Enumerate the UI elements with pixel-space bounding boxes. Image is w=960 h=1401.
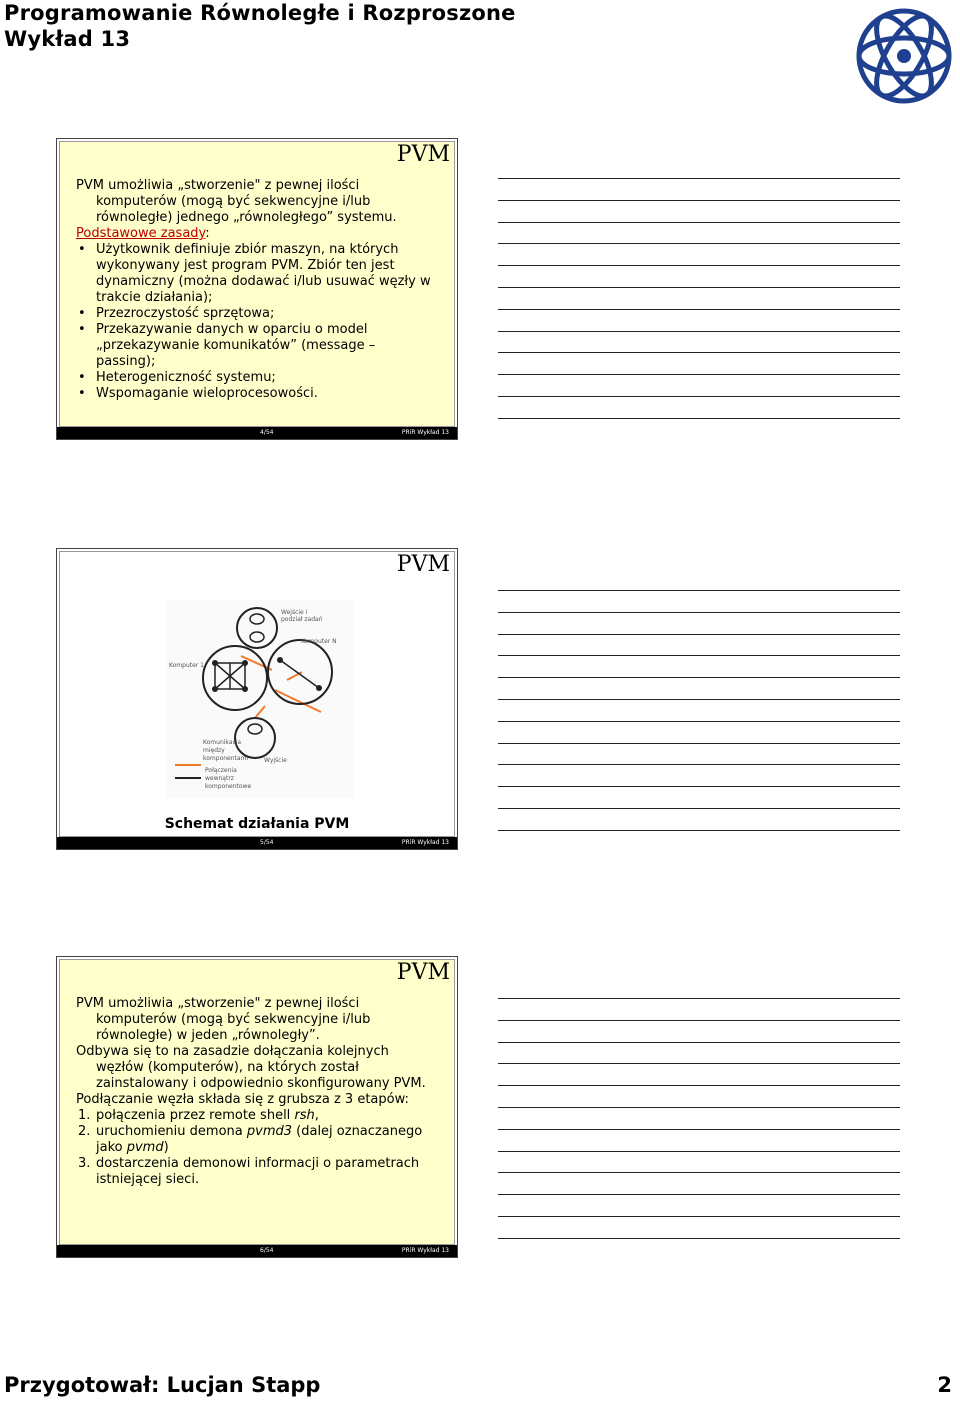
- note-line: [498, 287, 900, 288]
- line-text: (dalej oznaczanego: [292, 1124, 423, 1139]
- line-text: dostarczenia demonowi informacji o parametrach: [96, 1156, 420, 1171]
- line-text: PVM umożliwia „stworzenie" z pewnej ilości: [76, 178, 360, 193]
- slide-4: [56, 138, 458, 440]
- emphasized-term: rsh: [294, 1108, 315, 1123]
- slide-title: PVM: [396, 142, 450, 167]
- note-line: [498, 178, 900, 179]
- line-text: równoległe) jednego „równoległego” systemu.: [96, 210, 397, 225]
- slide-footer-bar: [57, 837, 457, 849]
- author-footer: Przygotował: Lucjan Stapp: [4, 1373, 321, 1397]
- note-line: [498, 418, 900, 419]
- slide-text-line: [76, 996, 446, 1012]
- line-text: passing);: [96, 354, 156, 369]
- line-text: komputerów (mogą być sekwencyjne i/lub: [96, 194, 371, 209]
- line-text: ): [163, 1140, 169, 1155]
- lecture-title: Wykład 13: [4, 27, 131, 51]
- note-line: [498, 243, 900, 244]
- output-label: Wyjście: [264, 757, 287, 764]
- slide-text-line: [76, 1028, 446, 1044]
- slide-text-line: [76, 242, 446, 258]
- note-line: [498, 352, 900, 353]
- line-text: „przekazywanie komunikatów” (message –: [96, 338, 376, 353]
- note-line: [498, 634, 900, 635]
- line-text: Wspomaganie wieloprocesowości.: [96, 386, 318, 401]
- note-line: [498, 200, 900, 201]
- computer-n-label: Komputer N: [301, 638, 337, 645]
- note-line: [498, 1085, 900, 1086]
- slide-title: PVM: [396, 552, 450, 577]
- legend-conn-label: wewnątrz: [205, 775, 234, 782]
- note-line: [498, 1042, 900, 1043]
- slide-text-line: [76, 1044, 446, 1060]
- slide-text-line: [76, 1076, 446, 1092]
- note-line: [498, 1194, 900, 1195]
- line-text: równoległe) w jeden „równoległy”.: [96, 1028, 320, 1043]
- line-text: uruchomieniu demona: [96, 1124, 247, 1139]
- emphasized-term: pvmd3: [246, 1124, 293, 1139]
- line-text: dynamiczny (można dodawać i/lub usuwać węzły w: [96, 274, 431, 289]
- line-text: węzłów (komputerów), na których został: [96, 1060, 359, 1075]
- slide-body: [76, 996, 446, 1188]
- legend-comm-label: między: [203, 747, 225, 754]
- slide-text-line: [76, 1108, 446, 1124]
- line-text: wykonywany jest program PVM. Zbiór ten jest: [96, 258, 395, 273]
- note-line: [498, 1172, 900, 1173]
- line-suffix: :: [205, 226, 210, 241]
- note-line: [498, 1238, 900, 1239]
- note-line: [498, 1216, 900, 1217]
- slide-page-number: 5/54: [260, 839, 274, 846]
- slide-body: [76, 178, 446, 402]
- slide-text-line: [76, 1092, 446, 1108]
- note-line: [498, 331, 900, 332]
- note-line: [498, 309, 900, 310]
- line-text: Podłączanie węzła składa się z grubsza z 3 etapów:: [76, 1092, 409, 1107]
- note-line: [498, 830, 900, 831]
- note-line: [498, 1151, 900, 1152]
- slide-text-line: [76, 194, 446, 210]
- line-text: Przekazywanie danych w oparciu o model: [96, 322, 368, 337]
- note-line: [498, 1129, 900, 1130]
- slide-text-line: [76, 258, 446, 274]
- slide-text-line: [76, 1124, 446, 1140]
- input-label: Wejście i: [281, 609, 308, 616]
- slide-text-line: [76, 1140, 446, 1156]
- legend-conn-label: Połączenia: [205, 767, 237, 774]
- legend-comm-label: Komunikacja: [203, 739, 242, 746]
- emphasized-term: pvmd: [126, 1140, 164, 1155]
- document-header: [4, 0, 516, 52]
- line-text: Przezroczystość sprzętowa;: [96, 306, 275, 321]
- line-text: trakcie działania);: [96, 290, 213, 305]
- slide-text-line: [76, 1172, 446, 1188]
- slide-footer-bar: [57, 1245, 457, 1257]
- line-text: jako: [96, 1140, 127, 1155]
- note-line: [498, 612, 900, 613]
- course-title: Programowanie Równoległe i Rozproszone: [4, 1, 516, 25]
- slide-6: [56, 956, 458, 1258]
- slide-page-number: 6/54: [260, 1247, 274, 1254]
- slide-text-line: [76, 226, 446, 242]
- note-line: [498, 998, 900, 999]
- page-number: 2: [937, 1373, 952, 1397]
- slide-text-line: [76, 322, 446, 338]
- line-text: połączenia przez remote shell: [96, 1108, 295, 1123]
- slide-text-line: [76, 274, 446, 290]
- list-number: 2.: [78, 1124, 91, 1139]
- slide-course-label: PRiR Wykład 13: [401, 839, 449, 846]
- section-heading: Podstawowe zasady: [76, 226, 206, 241]
- line-text: istniejącej sieci.: [96, 1172, 200, 1187]
- line-text: Użytkownik definiuje zbiór maszyn, na których: [96, 242, 399, 257]
- note-line: [498, 374, 900, 375]
- slide-footer-bar: [57, 427, 457, 439]
- note-line: [498, 1063, 900, 1064]
- note-line: [498, 590, 900, 591]
- legend-comm-label: komponentami: [203, 755, 249, 762]
- input-label: podział zadań: [281, 616, 323, 623]
- slide-text-line: [76, 338, 446, 354]
- note-line: [498, 677, 900, 678]
- line-text: komputerów (mogą być sekwencyjne i/lub: [96, 1012, 371, 1027]
- line-text: Odbywa się to na zasadzie dołączania kolejnych: [76, 1044, 389, 1059]
- university-logo-icon: [852, 4, 956, 108]
- note-line: [498, 764, 900, 765]
- note-line: [498, 655, 900, 656]
- computer-1-node: [203, 646, 267, 710]
- slide-text-line: [76, 306, 446, 322]
- slide-title: PVM: [396, 960, 450, 985]
- note-line: [498, 1020, 900, 1021]
- line-text: zainstalowany i odpowiednio skonfigurowany PVM.: [96, 1076, 426, 1091]
- comm-line: [287, 672, 302, 680]
- note-line: [498, 808, 900, 809]
- slide-text-line: [76, 1012, 446, 1028]
- note-line: [498, 699, 900, 700]
- slide-text-line: [76, 210, 446, 226]
- slide-text-line: [76, 370, 446, 386]
- diagram-caption: Schemat działania PVM: [164, 816, 350, 832]
- note-line: [498, 721, 900, 722]
- note-line: [498, 265, 900, 266]
- slide-course-label: PRiR Wykład 13: [401, 1247, 449, 1254]
- slide-text-line: [76, 178, 446, 194]
- slide-text-line: [76, 1060, 446, 1076]
- slide-page-number: 4/54: [260, 429, 274, 436]
- slide-text-line: [76, 354, 446, 370]
- note-line: [498, 1107, 900, 1108]
- comm-line: [255, 706, 265, 718]
- pvm-schema-diagram: [167, 600, 353, 798]
- list-number: 3.: [78, 1156, 91, 1171]
- note-line: [498, 743, 900, 744]
- legend-conn-label: komponentowe: [205, 783, 252, 790]
- line-text: PVM umożliwia „stworzenie" z pewnej ilości: [76, 996, 360, 1011]
- slide-text-line: [76, 386, 446, 402]
- note-line: [498, 786, 900, 787]
- line-text: ,: [314, 1108, 319, 1123]
- slide-text-line: [76, 290, 446, 306]
- computer-1-label: Komputer 1: [169, 662, 204, 669]
- note-line: [498, 222, 900, 223]
- note-line: [498, 396, 900, 397]
- list-number: 1.: [78, 1108, 91, 1123]
- line-text: Heterogeniczność systemu;: [96, 370, 276, 385]
- slide-5: [56, 548, 458, 850]
- slide-course-label: PRiR Wykład 13: [401, 429, 449, 436]
- slide-text-line: [76, 1156, 446, 1172]
